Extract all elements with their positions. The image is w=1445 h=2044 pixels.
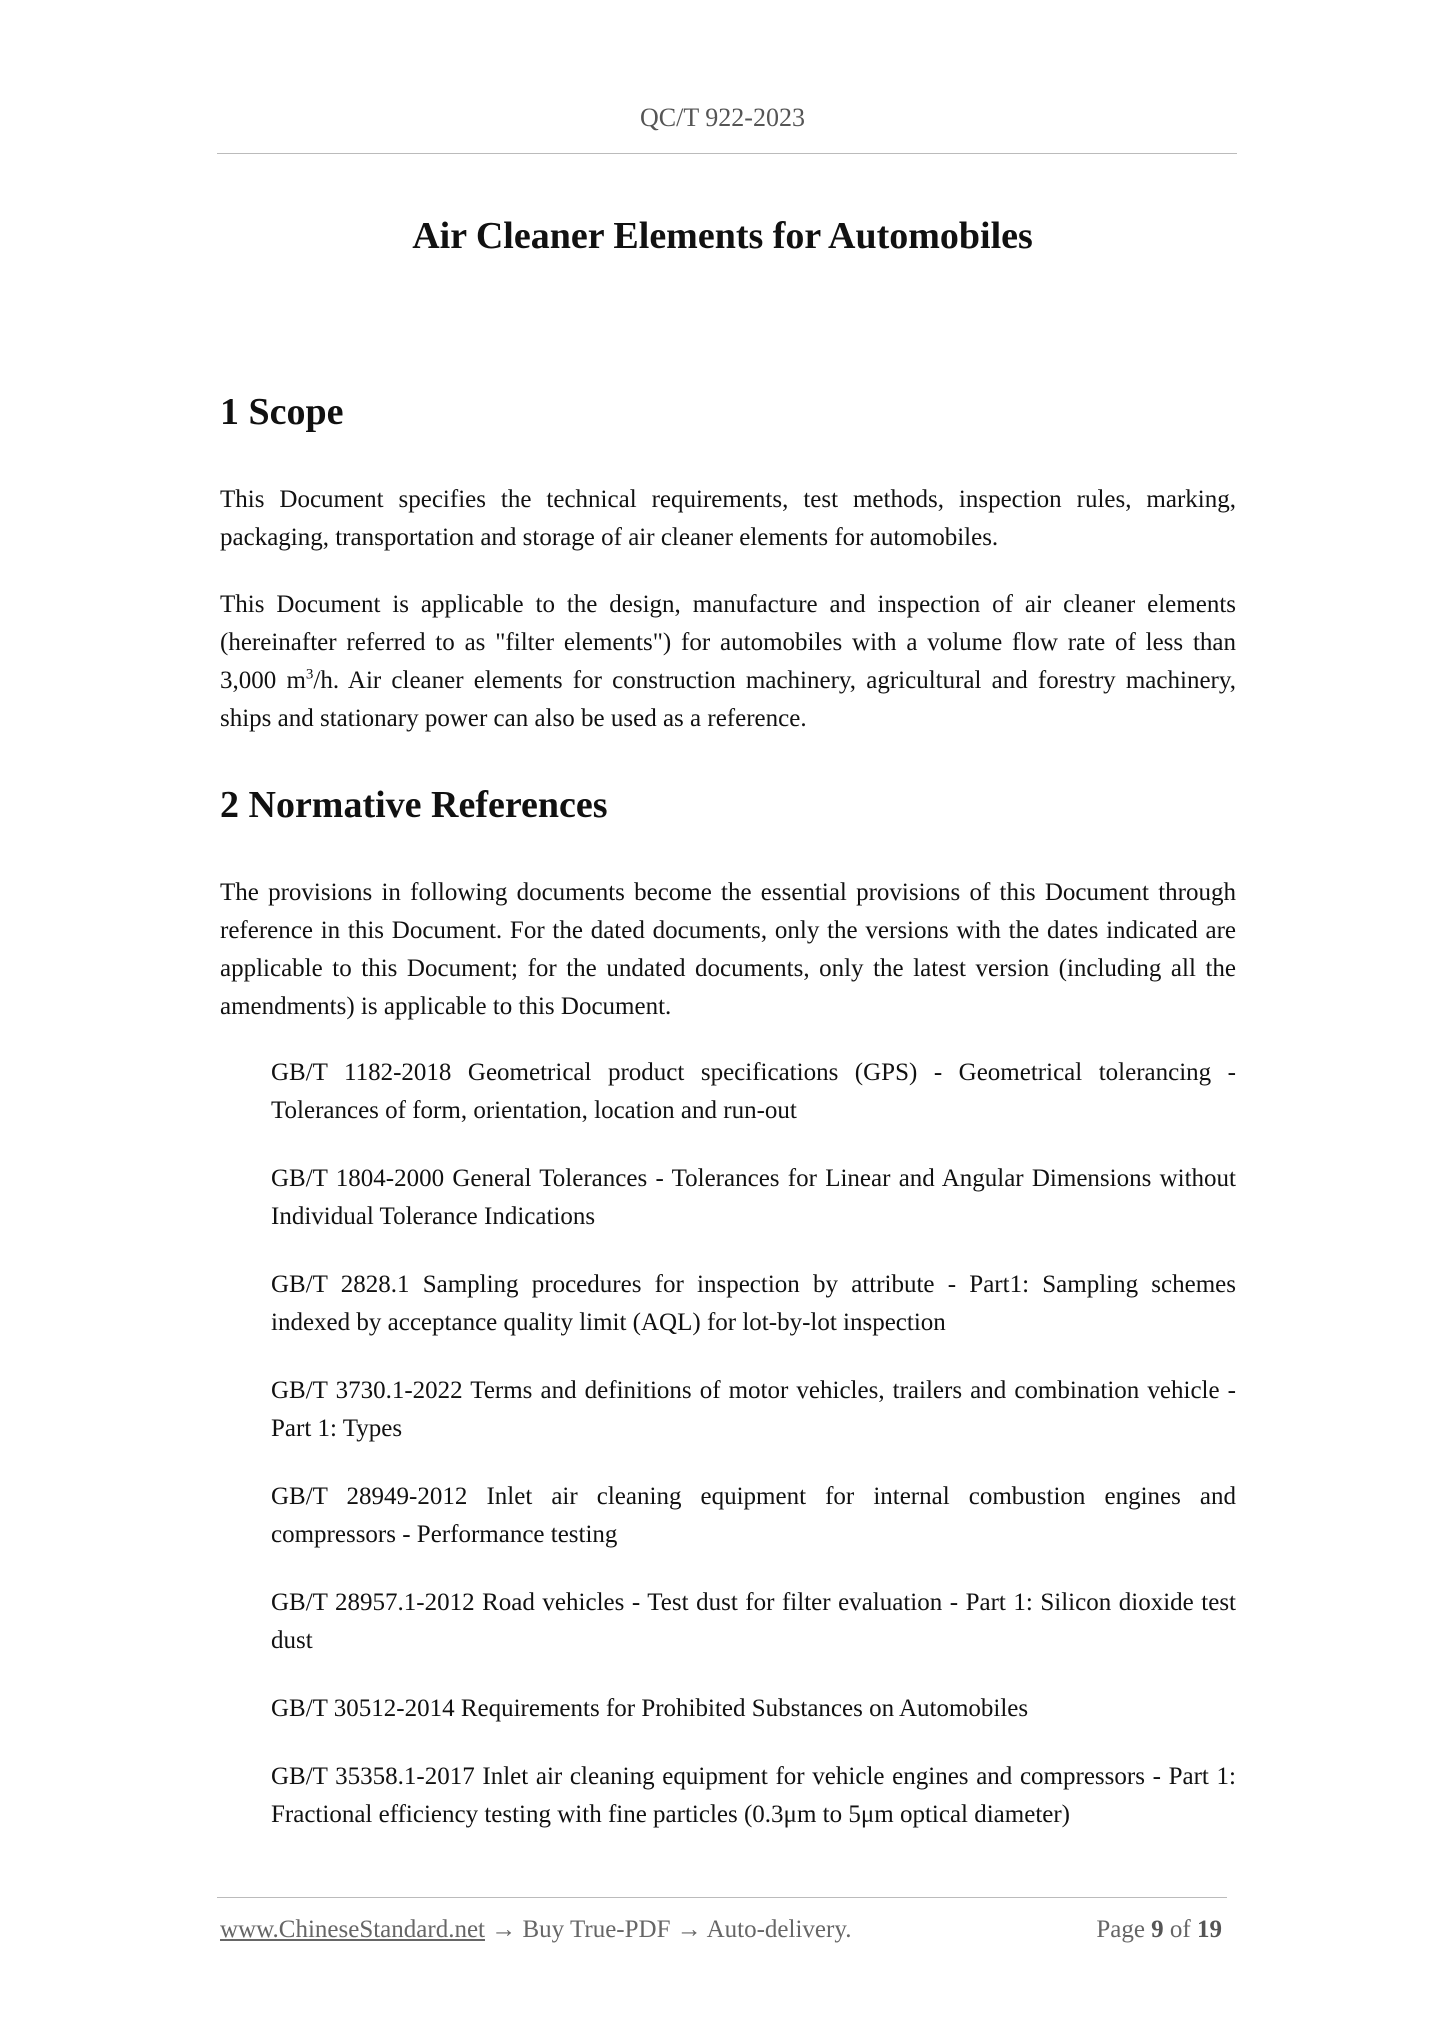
reference-item: GB/T 3730.1-2022 Terms and definitions of motor vehicles, trailers and combination vehicle - Part 1: Types bbox=[271, 1377, 1236, 1442]
scope-paragraph-2 bbox=[220, 586, 1236, 738]
reference-item: GB/T 28957.1-2012 Road vehicles - Test dust for filter evaluation - Part 1: Silicon dioxide test dust bbox=[271, 1589, 1236, 1654]
footer-promo-text: → Buy True-PDF → Auto-delivery. bbox=[485, 1916, 852, 1943]
reference-item: GB/T 1182-2018 Geometrical product specifications (GPS) - Geometrical tolerancing - Tolerances of form, orientation, location and run-out bbox=[271, 1059, 1236, 1124]
of-label: of bbox=[1169, 1916, 1191, 1943]
section-1-heading: 1 Scope bbox=[220, 391, 344, 433]
references-intro-paragraph: The provisions in following documents become the essential provisions of this Document through reference in this Document. For the dated documents, only the versions with the dates indicated are applicable to this Document; for the undated documents, only the latest version (including all the amendments) is applicable to this Document. bbox=[220, 879, 1236, 1020]
site-link[interactable]: www.ChineseStandard.net bbox=[220, 1916, 485, 1943]
section-2-heading: 2 Normative References bbox=[220, 784, 608, 826]
reference-item: GB/T 35358.1-2017 Inlet air cleaning equipment for vehicle engines and compressors - Part 1: Fractional efficiency testing with fine particles (0.3μm to 5μm optical diameter) bbox=[271, 1763, 1236, 1828]
scope-paragraph-2-part2: /h. Air cleaner elements for construction machinery, agricultural and forestry machinery, ships and stationary power can also be used as a reference. bbox=[220, 667, 1236, 732]
reference-item: GB/T 28949-2012 Inlet air cleaning equipment for internal combustion engines and compressors - Performance testing bbox=[271, 1483, 1236, 1548]
footer-promo bbox=[220, 1916, 851, 1944]
page-indicator bbox=[1096, 1916, 1222, 1944]
reference-item: GB/T 1804-2000 General Tolerances - Tolerances for Linear and Angular Dimensions without Individual Tolerance Indications bbox=[271, 1165, 1236, 1230]
header-doc-code: QC/T 922-2023 bbox=[640, 103, 805, 132]
reference-item: GB/T 30512-2014 Requirements for Prohibited Substances on Automobiles bbox=[271, 1695, 1029, 1722]
document-title: Air Cleaner Elements for Automobiles bbox=[412, 215, 1033, 257]
current-page-number: 9 bbox=[1151, 1916, 1164, 1943]
page-label: Page bbox=[1096, 1916, 1145, 1943]
header-divider bbox=[217, 153, 1237, 154]
scope-paragraph-1: This Document specifies the technical requirements, test methods, inspection rules, marking, packaging, transportation and storage of air cleaner elements for automobiles. bbox=[220, 486, 1236, 551]
total-pages-number: 19 bbox=[1197, 1916, 1222, 1943]
footer-divider bbox=[217, 1897, 1227, 1898]
superscript-3: 3 bbox=[305, 666, 314, 683]
scope-paragraph-2-part1: This Document is applicable to the design, manufacture and inspection of air cleaner elements (hereinafter referred to as "filter elements") for automobiles with a volume flow rate of less than 3,000 m bbox=[220, 591, 1236, 694]
reference-item: GB/T 2828.1 Sampling procedures for inspection by attribute - Part1: Sampling schemes indexed by acceptance quality limit (AQL) for lot-by-lot inspection bbox=[271, 1271, 1236, 1336]
